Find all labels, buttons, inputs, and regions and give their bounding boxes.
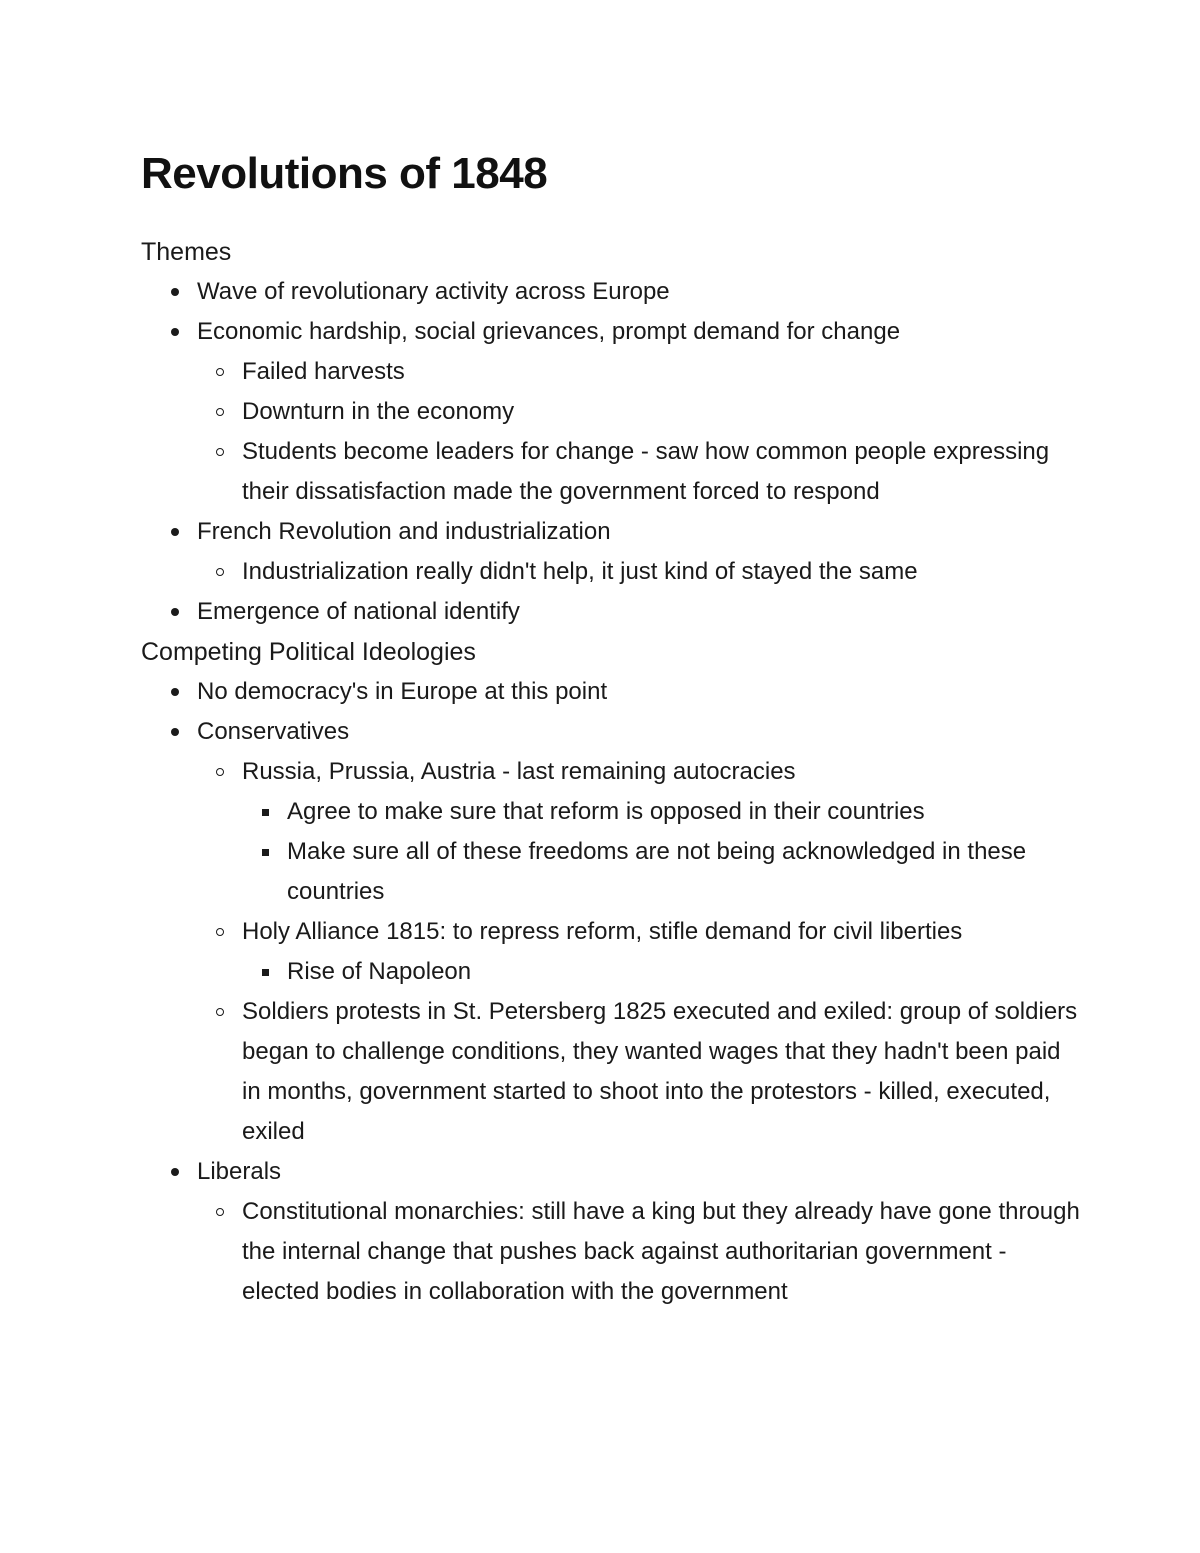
bullet-list-level-1 bbox=[141, 672, 1081, 1312]
list-item-text: Rise of Napoleon bbox=[287, 958, 472, 985]
bullet-circle-icon bbox=[216, 752, 224, 792]
list-item bbox=[141, 592, 1081, 632]
list-item-text: Industrialization really didn't help, it just kind of stayed the same bbox=[242, 558, 918, 585]
list-item-text: Constitutional monarchies: still have a king but they already have gone through the internal change that pushes back against authoritarian government - elected bodies in collaboration with the government bbox=[242, 1198, 1080, 1305]
list-item-text: Soldiers protests in St. Petersberg 1825 executed and exiled: group of soldiers began to challenge conditions, they wanted wages that they hadn't been paid in months, government started to shoot into the protestors - killed, executed, exiled bbox=[242, 998, 1078, 1145]
list-item bbox=[186, 992, 1081, 1152]
list-item bbox=[231, 792, 1081, 832]
list-item bbox=[186, 392, 1081, 432]
list-item-text: Liberals bbox=[197, 1158, 282, 1185]
list-item bbox=[141, 312, 1081, 512]
bullet-circle-icon bbox=[216, 1192, 224, 1232]
list-item-text: Emergence of national identify bbox=[197, 598, 520, 625]
bullet-dot-icon bbox=[171, 672, 179, 712]
list-item bbox=[186, 552, 1081, 592]
list-item-text: Agree to make sure that reform is opposed in their countries bbox=[287, 798, 925, 825]
list-item bbox=[231, 952, 1081, 992]
bullet-dot-icon bbox=[171, 1152, 179, 1192]
bullet-list-level-1 bbox=[141, 272, 1081, 632]
list-item bbox=[141, 1152, 1081, 1312]
bullet-dot-icon bbox=[171, 512, 179, 552]
bullet-circle-icon bbox=[216, 552, 224, 592]
bullet-circle-icon bbox=[216, 912, 224, 952]
bullet-circle-icon bbox=[216, 992, 224, 1032]
list-item-text: Downturn in the economy bbox=[242, 398, 515, 425]
bullet-list-level-2 bbox=[186, 552, 1081, 592]
document bbox=[141, 146, 1081, 1312]
list-item-text: Students become leaders for change - saw how common people expressing their dissatisfaction made the government forced to respond bbox=[242, 438, 1050, 505]
list-item bbox=[141, 672, 1081, 712]
list-item bbox=[141, 512, 1081, 592]
list-item bbox=[186, 752, 1081, 912]
list-item-text: Economic hardship, social grievances, prompt demand for change bbox=[197, 318, 901, 345]
bullet-list-level-3 bbox=[231, 792, 1081, 912]
list-item-text: Holy Alliance 1815: to repress reform, stifle demand for civil liberties bbox=[242, 918, 963, 945]
bullet-circle-icon bbox=[216, 352, 224, 392]
bullet-list-level-2 bbox=[186, 752, 1081, 1152]
bullet-square-icon bbox=[262, 832, 269, 872]
bullet-dot-icon bbox=[171, 312, 179, 352]
list-item-text: Failed harvests bbox=[242, 358, 405, 385]
section-heading: Themes bbox=[141, 238, 232, 266]
list-item-text: Wave of revolutionary activity across Europe bbox=[197, 278, 670, 305]
section-heading: Competing Political Ideologies bbox=[141, 638, 476, 666]
list-item bbox=[231, 832, 1081, 912]
list-item-text: French Revolution and industrialization bbox=[197, 518, 611, 545]
list-item bbox=[141, 272, 1081, 312]
list-item-text: Conservatives bbox=[197, 718, 350, 745]
list-item bbox=[186, 1192, 1081, 1312]
bullet-list-level-2 bbox=[186, 1192, 1081, 1312]
bullet-square-icon bbox=[262, 952, 269, 992]
list-item bbox=[186, 912, 1081, 992]
bullet-dot-icon bbox=[171, 592, 179, 632]
bullet-dot-icon bbox=[171, 712, 179, 752]
bullet-dot-icon bbox=[171, 272, 179, 312]
bullet-square-icon bbox=[262, 792, 269, 832]
bullet-circle-icon bbox=[216, 392, 224, 432]
bullet-circle-icon bbox=[216, 432, 224, 472]
list-item bbox=[141, 712, 1081, 1152]
list-item-text: No democracy's in Europe at this point bbox=[197, 678, 608, 705]
bullet-list-level-3 bbox=[231, 952, 1081, 992]
list-item-text: Make sure all of these freedoms are not being acknowledged in these countries bbox=[287, 838, 1027, 905]
list-item bbox=[186, 432, 1081, 512]
list-item bbox=[186, 352, 1081, 392]
sections bbox=[141, 232, 1081, 1312]
page-title: Revolutions of 1848 bbox=[141, 149, 548, 198]
list-item-text: Russia, Prussia, Austria - last remaining autocracies bbox=[242, 758, 796, 785]
bullet-list-level-2 bbox=[186, 352, 1081, 512]
